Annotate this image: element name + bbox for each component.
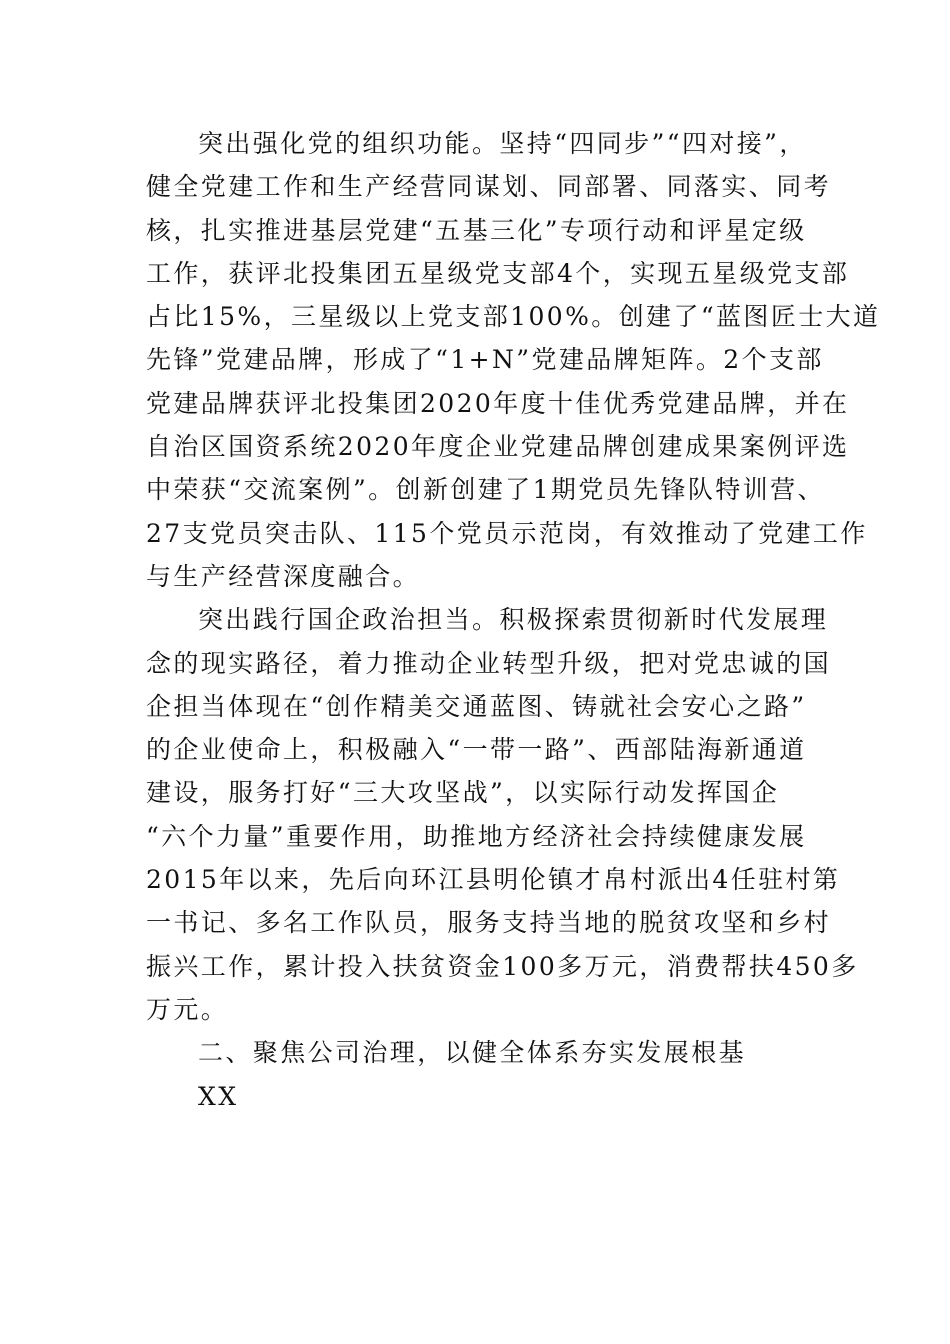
text-line: 先锋”党建品牌，形成了“1+N”党建品牌矩阵。2个支部 xyxy=(146,345,824,375)
text-line: 2015年以来，先后向环江县明伦镇才帛村派出4任驻村第 xyxy=(146,865,841,895)
text-line: 核，扎实推进基层党建“五基三化”专项行动和评星定级 xyxy=(146,215,807,245)
text-line: 念的现实路径，着力推动企业转型升级，把对党忠诚的国 xyxy=(146,648,832,678)
text-line: 一书记、多名工作队员，服务支持当地的脱贫攻坚和乡村 xyxy=(146,908,832,938)
text-line: 健全党建工作和生产经营同谋划、同部署、同落实、同考 xyxy=(146,172,832,202)
text-line: 27支党员突击队、115个党员示范岗，有效推动了党建工作 xyxy=(146,518,868,548)
text-line: 中荣获“交流案例”。创新创建了1期党员先锋队特训营、 xyxy=(146,475,825,505)
text-line: 企担当体现在“创作精美交通蓝图、铸就社会安心之路” xyxy=(146,691,807,721)
text-line: “六个力量”重要作用，助推地方经济社会持续健康发展 xyxy=(146,821,807,851)
document-body xyxy=(146,122,881,1118)
text-line: 的企业使命上，积极融入“一带一路”、西部陆海新通道 xyxy=(146,735,807,765)
text-line: 建设，服务打好“三大攻坚战”，以实际行动发挥国企 xyxy=(146,778,780,808)
text-line: 与生产经营深度融合。 xyxy=(146,561,421,591)
trailing-placeholder-text: XX xyxy=(198,1081,239,1111)
paragraph-organization-function xyxy=(146,122,881,598)
section-heading: 二、聚焦公司治理，以健全体系夯实发展根基 xyxy=(198,1038,747,1068)
text-line: 突出践行国企政治担当。积极探索贯彻新时代发展理 xyxy=(198,605,829,635)
text-line: 占比15%，三星级以上党支部100%。创建了“蓝图匠士大道 xyxy=(146,302,881,332)
text-line: 突出强化党的组织功能。坚持“四同步”“四对接”， xyxy=(198,129,807,158)
text-line: 自治区国资系统2020年度企业党建品牌创建成果案例评选 xyxy=(146,432,850,462)
paragraph-political-responsibility xyxy=(146,598,859,1031)
text-line: 工作，获评北投集团五星级党支部4个，实现五星级党支部 xyxy=(146,258,850,288)
text-line: 振兴工作，累计投入扶贫资金100多万元，消费帮扶450多 xyxy=(146,951,859,981)
text-line: 党建品牌获评北投集团2020年度十佳优秀党建品牌，并在 xyxy=(146,388,850,418)
text-line: 万元。 xyxy=(146,994,229,1024)
